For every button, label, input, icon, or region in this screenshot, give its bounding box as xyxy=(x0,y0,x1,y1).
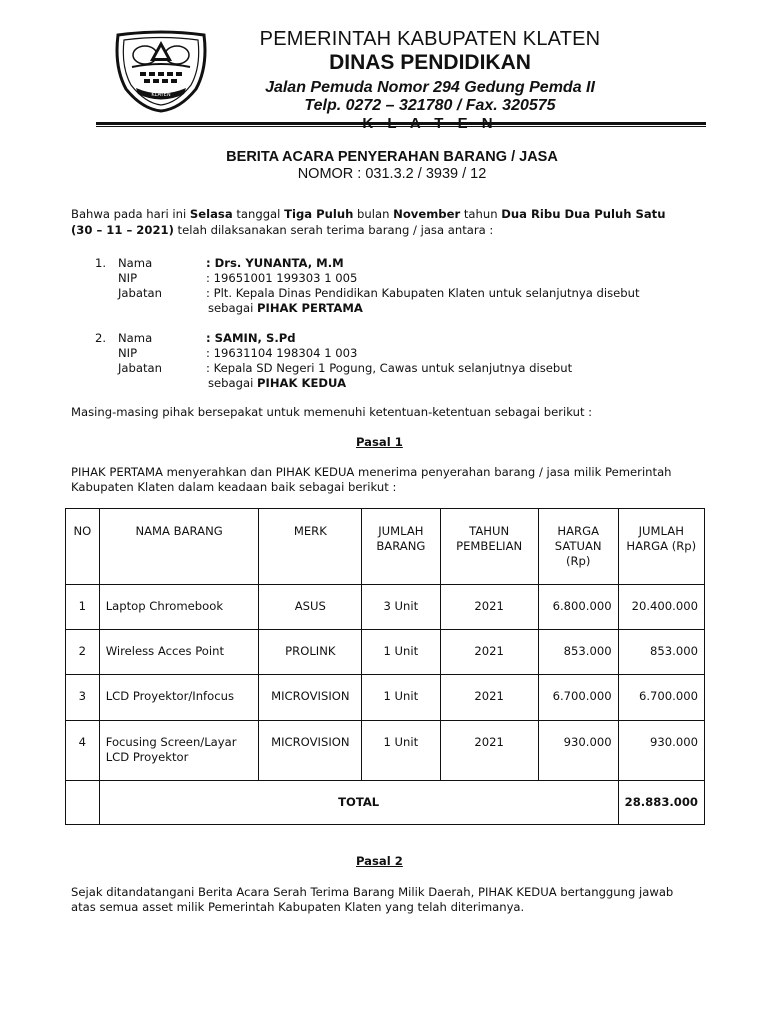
office-address: Jalan Pemuda Nomor 294 Gedung Pemda II xyxy=(265,79,595,96)
row-brand: ASUS xyxy=(259,585,362,630)
year-words: Dua Ribu Dua Puluh Satu xyxy=(501,207,666,221)
row-no: 4 xyxy=(66,721,100,781)
party-name: : Drs. YUNANTA, M.M xyxy=(206,256,344,270)
document-title: BERITA ACARA PENYERAHAN BARANG / JASA xyxy=(226,149,558,165)
table-row xyxy=(66,630,705,675)
row-item-name: LCD Proyektor/Infocus xyxy=(99,675,259,721)
row-brand: MICROVISION xyxy=(259,675,362,721)
header-quantity: JUMLAH BARANG xyxy=(362,509,440,585)
article-2-heading: Pasal 2 xyxy=(356,854,403,868)
row-total-price: 20.400.000 xyxy=(618,585,704,630)
row-year: 2021 xyxy=(440,675,538,721)
opening-line-2: (30 – 11 – 2021) telah dilaksanakan serah terima barang / jasa antara : xyxy=(71,223,494,237)
nip-label: NIP xyxy=(118,271,138,285)
day-name: Selasa xyxy=(189,207,233,221)
position-label: Jabatan xyxy=(118,286,162,300)
party-role-line: sebagai PIHAK KEDUA xyxy=(208,376,347,390)
office-phone: Telp. 0272 – 321780 / Fax. 320575 xyxy=(304,97,556,114)
nip-label: NIP xyxy=(118,346,138,360)
table-row xyxy=(66,721,705,781)
row-no: 2 xyxy=(66,630,100,675)
header-brand: MERK xyxy=(259,509,362,585)
row-unit-price: 930.000 xyxy=(538,721,618,781)
article-1-heading: Pasal 1 xyxy=(356,435,403,449)
row-unit-price: 6.700.000 xyxy=(538,675,618,721)
party-position: : Kepala SD Negeri 1 Pogung, Cawas untuk selanjutnya disebut xyxy=(206,361,573,375)
total-value: 28.883.000 xyxy=(618,781,704,825)
article-1-line-1: PIHAK PERTAMA menyerahkan dan PIHAK KEDUA menerima penyerahan barang / jasa milik Pemerintah xyxy=(71,465,672,479)
row-total-price: 6.700.000 xyxy=(618,675,704,721)
letterhead-divider-thin xyxy=(96,126,706,127)
party-role: PIHAK KEDUA xyxy=(257,376,347,390)
letterhead-divider-thick xyxy=(96,122,706,125)
goods-table xyxy=(65,508,705,825)
date-numeric: (30 – 11 – 2021) xyxy=(71,223,174,237)
row-quantity: 1 Unit xyxy=(362,675,440,721)
row-brand: PROLINK xyxy=(259,630,362,675)
article-2-line-1: Sejak ditandatangani Berita Acara Serah Terima Barang Milik Daerah, PIHAK KEDUA bertanggung jawab xyxy=(71,885,674,899)
header-purchase-year: TAHUN PEMBELIAN xyxy=(440,509,538,585)
total-empty-cell xyxy=(66,781,100,825)
table-header-row xyxy=(66,509,705,585)
agreement-statement: Masing-masing pihak bersepakat untuk memenuhi ketentuan-ketentuan sebagai berikut : xyxy=(71,405,593,419)
row-quantity: 1 Unit xyxy=(362,721,440,781)
row-item-name: Wireless Acces Point xyxy=(99,630,259,675)
office-name: DINAS PENDIDIKAN xyxy=(329,51,531,74)
row-total-price: 930.000 xyxy=(618,721,704,781)
party-nip: : 19631104 198304 1 003 xyxy=(206,346,358,360)
letterhead-text xyxy=(205,27,655,133)
opening-line-1: Bahwa pada hari ini Selasa tanggal Tiga Puluh bulan November tahun Dua Ribu Dua Puluh Satu xyxy=(71,207,666,221)
month-name: November xyxy=(393,207,461,221)
table-row xyxy=(66,585,705,630)
total-label: TOTAL xyxy=(99,781,618,825)
header-no: NO xyxy=(66,509,100,585)
party-role: PIHAK PERTAMA xyxy=(257,301,363,315)
table-row xyxy=(66,675,705,721)
row-year: 2021 xyxy=(440,585,538,630)
name-label: Nama xyxy=(118,331,153,345)
row-item-name: Laptop Chromebook xyxy=(99,585,259,630)
klaten-regency-emblem-icon xyxy=(110,27,212,113)
article-1-line-2: Kabupaten Klaten dalam keadaan baik sebagai berikut : xyxy=(71,480,397,494)
row-unit-price: 853.000 xyxy=(538,630,618,675)
row-no: 1 xyxy=(66,585,100,630)
government-name: PEMERINTAH KABUPATEN KLATEN xyxy=(259,28,601,50)
row-total-price: 853.000 xyxy=(618,630,704,675)
header-unit-price: HARGA SATUAN (Rp) xyxy=(538,509,618,585)
party-position: : Plt. Kepala Dinas Pendidikan Kabupaten Klaten untuk selanjutnya disebut xyxy=(206,286,640,300)
header-total-price: JUMLAH HARGA (Rp) xyxy=(618,509,704,585)
position-label: Jabatan xyxy=(118,361,162,375)
letterhead xyxy=(0,0,768,130)
party-number: 1. xyxy=(95,256,107,270)
header-item-name: NAMA BARANG xyxy=(99,509,259,585)
party-role-line: sebagai PIHAK PERTAMA xyxy=(208,301,363,315)
name-label: Nama xyxy=(118,256,153,270)
row-no: 3 xyxy=(66,675,100,721)
emblem-banner-text: KLATEN xyxy=(151,92,171,98)
row-item-name: Focusing Screen/Layar LCD Proyektor xyxy=(99,721,259,781)
article-2-line-2: atas semua asset milik Pemerintah Kabupaten Klaten yang telah diterimanya. xyxy=(71,900,525,914)
row-year: 2021 xyxy=(440,721,538,781)
row-unit-price: 6.800.000 xyxy=(538,585,618,630)
date-words: Tiga Puluh xyxy=(284,207,354,221)
party-nip: : 19651001 199303 1 005 xyxy=(206,271,358,285)
document-title-block xyxy=(0,149,768,183)
table-total-row xyxy=(66,781,705,825)
party-number: 2. xyxy=(95,331,107,345)
row-quantity: 1 Unit xyxy=(362,630,440,675)
party-name: : SAMIN, S.Pd xyxy=(206,331,296,345)
row-brand: MICROVISION xyxy=(259,721,362,781)
row-quantity: 3 Unit xyxy=(362,585,440,630)
document-number: NOMOR : 031.3.2 / 3939 / 12 xyxy=(297,166,487,182)
row-year: 2021 xyxy=(440,630,538,675)
